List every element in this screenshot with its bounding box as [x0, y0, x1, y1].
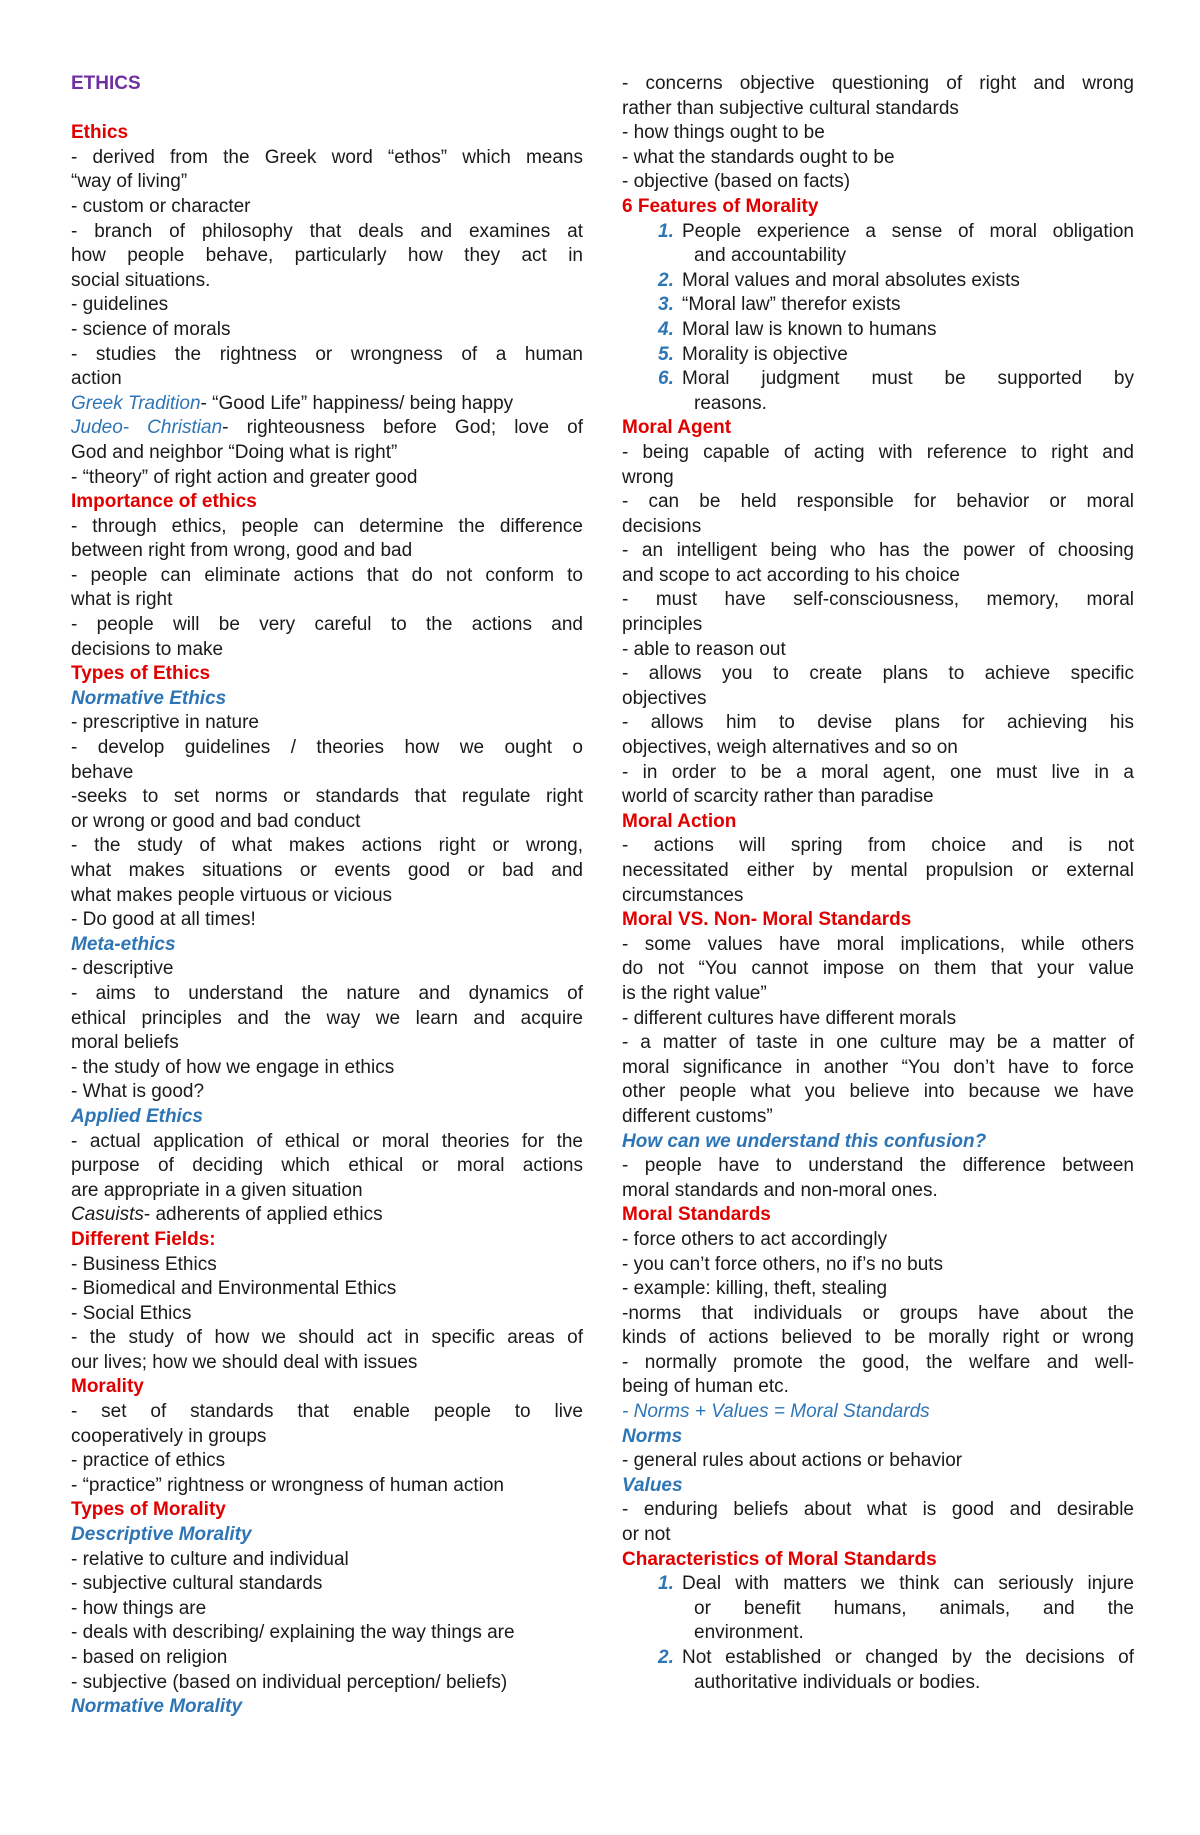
section-heading-ethics: Ethics [71, 122, 129, 144]
text-line: objectives, weigh alternatives and so on [622, 737, 958, 759]
text-line: is the right value” [622, 982, 767, 1004]
list-item-text: Not established or changed by the decisions of [682, 1647, 1134, 1668]
text-line: - descriptive [71, 958, 174, 980]
text-line: wrong [622, 466, 674, 488]
section-heading-moral-action: Moral Action [622, 810, 737, 832]
text-line: - relative to culture and individual [71, 1548, 349, 1570]
spacer [71, 97, 583, 122]
subsection-heading-normative-ethics: Normative Ethics [71, 687, 227, 709]
text-line: different customs” [622, 1105, 773, 1127]
list-number: 2. [658, 269, 674, 291]
list-number: 1. [658, 1573, 674, 1595]
text-line: - deals with describing/ explaining the way things are [71, 1622, 515, 1644]
list-item-text: Moral values and moral absolutes exists [682, 269, 1020, 291]
list-item-continuation: environment. [694, 1622, 804, 1644]
list-number: 2. [658, 1647, 674, 1668]
text-line: - science of morals [71, 318, 231, 340]
section-heading-moral-agent: Moral Agent [622, 417, 732, 439]
text-line: - an intelligent being who has the power of choosing [622, 540, 1134, 562]
term-definition-line [71, 392, 583, 417]
list-item-continuation: or benefit humans, animals, and the [694, 1597, 1134, 1619]
subsection-heading-values: Values [622, 1474, 683, 1496]
list-item-text: Morality is objective [682, 343, 848, 365]
text-line: - force others to act accordingly [622, 1228, 888, 1250]
section-heading-moral-standards: Moral Standards [622, 1204, 771, 1226]
text-line: - some values have moral implications, while others [622, 933, 1134, 955]
term-label: Casuists [71, 1204, 144, 1226]
text-line: - allows you to create plans to achieve specific [622, 663, 1134, 685]
text-line: - concerns objective questioning of right and wrong [622, 73, 1134, 94]
text-line: - normally promote the good, the welfare and well- [622, 1351, 1134, 1373]
text-line: - enduring beliefs about what is good and desirable [622, 1499, 1134, 1521]
text-line: - “theory” of right action and greater good [71, 466, 418, 488]
numbered-list-item [622, 269, 1134, 294]
text-line: - set of standards that enable people to live [71, 1401, 583, 1423]
text-line: - what the standards ought to be [622, 146, 895, 168]
text-line: do not “You cannot impose on them that your value [622, 958, 1134, 980]
section-heading-morality: Morality [71, 1376, 144, 1398]
list-number: 3. [658, 294, 674, 316]
text-line: or not [622, 1524, 671, 1546]
text-line: moral standards and non-moral ones. [622, 1179, 938, 1201]
text-line: - people will be very careful to the actions and [71, 614, 583, 636]
text-line: - a matter of taste in one culture may be a matter of [622, 1032, 1134, 1054]
text-line: being of human etc. [622, 1376, 789, 1398]
numbered-list-item [622, 1646, 1134, 1671]
text-line: - “practice” rightness or wrongness of human action [71, 1474, 504, 1496]
list-item-continuation: reasons. [694, 392, 767, 414]
text-line: decisions [622, 515, 702, 537]
section-heading-types-of-morality: Types of Morality [71, 1499, 226, 1521]
numbered-list-item [622, 220, 1134, 245]
list-number: 4. [658, 318, 674, 340]
text-line: ethical principles and the way we learn and acquire [71, 1007, 583, 1029]
term-label: Greek Tradition [71, 392, 201, 414]
list-number: 5. [658, 343, 674, 365]
text-line: or wrong or good and bad conduct [71, 810, 361, 832]
section-heading-types-of-ethics: Types of Ethics [71, 663, 211, 685]
text-line: - branch of philosophy that deals and examines at [71, 220, 583, 242]
section-heading-6-features-of-morality: 6 Features of Morality [622, 195, 819, 217]
section-heading-characteristics-of-moral-standards: Characteristics of Moral Standards [622, 1548, 937, 1570]
text-line: - custom or character [71, 195, 251, 217]
text-line: cooperatively in groups [71, 1425, 267, 1447]
text-line: - example: killing, theft, stealing [622, 1278, 888, 1300]
text-line: between right from wrong, good and bad [71, 540, 413, 562]
text-line: how people behave, particularly how they act in [71, 245, 583, 267]
text-line: - practice of ethics [71, 1450, 226, 1472]
text-line: - guidelines [71, 294, 169, 316]
text-line: - in order to be a moral agent, one must live in a [622, 761, 1134, 783]
list-item-text: Moral judgment must be supported by [682, 368, 1134, 390]
numbered-list-item [622, 318, 1134, 343]
list-item-text: “Moral law” therefor exists [682, 294, 901, 316]
text-line: - the study of how we engage in ethics [71, 1056, 395, 1078]
text-line: necessitated either by mental propulsion or external [622, 860, 1134, 881]
text-line: - people can eliminate actions that do not conform to [71, 564, 583, 586]
term-label: Judeo- Christian [71, 417, 223, 439]
text-line: - through ethics, people can determine the difference [71, 515, 583, 537]
right-column [622, 72, 1134, 1695]
text-line: kinds of actions believed to be morally right or wrong [622, 1327, 1134, 1349]
subsection-heading-meta-ethics: Meta-ethics [71, 933, 176, 955]
text-line: - you can’t force others, no if’s no buts [622, 1253, 944, 1275]
term-definition: - righteousness before God; love of [222, 417, 583, 439]
page-title: ETHICS [71, 73, 141, 94]
text-line: - the study of how we should act in specific areas of [71, 1327, 583, 1349]
text-line: - Business Ethics [71, 1253, 217, 1275]
text-line: - objective (based on facts) [622, 171, 851, 193]
text-line: - develop guidelines / theories how we ought o [71, 737, 583, 759]
text-line: - able to reason out [622, 638, 786, 660]
text-line: other people what you believe into because we have [622, 1081, 1134, 1103]
text-line: rather than subjective cultural standards [622, 97, 959, 119]
text-line: - Biomedical and Environmental Ethics [71, 1278, 397, 1300]
text-line: - people have to understand the difference between [622, 1155, 1134, 1177]
list-item-text: Deal with matters we think can seriously injure [682, 1573, 1134, 1595]
text-line: social situations. [71, 269, 211, 291]
list-number: 1. [658, 220, 674, 242]
text-line: what makes situations or events good or bad and [71, 860, 583, 881]
numbered-list-item [622, 1572, 1134, 1597]
text-line: - the study of what makes actions right or wrong, [71, 835, 583, 857]
text-line: world of scarcity rather than paradise [622, 786, 934, 808]
text-line: - actual application of ethical or moral theories for the [71, 1130, 583, 1152]
text-line: - Social Ethics [71, 1302, 192, 1324]
text-line: - being capable of acting with reference to right and [622, 441, 1134, 463]
subsection-heading-applied-ethics: Applied Ethics [71, 1105, 203, 1127]
text-line: are appropriate in a given situation [71, 1179, 363, 1201]
section-heading-importance-of-ethics: Importance of ethics [71, 491, 257, 513]
text-line: -seeks to set norms or standards that regulate right [71, 786, 583, 808]
numbered-list-item [622, 293, 1134, 318]
text-line: - aims to understand the nature and dynamics of [71, 982, 583, 1004]
text-line: - actions will spring from choice and is not [622, 835, 1134, 857]
text-line: circumstances [622, 884, 744, 906]
text-line: action [71, 368, 122, 390]
list-item-continuation: authoritative individuals or bodies. [694, 1671, 981, 1693]
text-line: what is right [71, 589, 173, 611]
text-line: moral significance in another “You don’t have to force [622, 1056, 1134, 1078]
text-line: - studies the rightness or wrongness of a human [71, 343, 583, 365]
text-line: purpose of deciding which ethical or moral actions [71, 1155, 583, 1177]
text-line: - based on religion [71, 1647, 228, 1668]
list-item-continuation: and accountability [694, 245, 847, 267]
text-line: behave [71, 761, 134, 783]
section-heading-moral-vs-non-moral-standards: Moral VS. Non- Moral Standards [622, 909, 912, 931]
text-line: - subjective (based on individual perception/ beliefs) [71, 1671, 508, 1693]
text-line: - allows him to devise plans for achieving his [622, 712, 1134, 734]
text-line: decisions to make [71, 638, 224, 660]
text-line: “way of living” [71, 171, 188, 193]
text-line: objectives [622, 687, 707, 709]
subsection-heading-descriptive-morality: Descriptive Morality [71, 1524, 252, 1546]
list-item-text: Moral law is known to humans [682, 318, 937, 340]
text-line: - how things are [71, 1597, 207, 1619]
subsection-heading-normative-morality: Normative Morality [71, 1696, 243, 1718]
text-line: - how things ought to be [622, 122, 825, 144]
subsection-heading-norms: Norms [622, 1425, 683, 1447]
term-definition: - adherents of applied ethics [143, 1204, 383, 1226]
text-line: -norms that individuals or groups have about the [622, 1302, 1134, 1324]
subsection-heading-how-can-we-understand-this-confusion: How can we understand this confusion? [622, 1130, 987, 1152]
text-line: - derived from the Greek word “ethos” which means [71, 146, 583, 168]
term-definition-line [71, 416, 583, 441]
numbered-list-item [622, 343, 1134, 368]
text-line: - Do good at all times! [71, 909, 256, 931]
list-number: 6. [658, 368, 674, 390]
section-heading-different-fields: Different Fields: [71, 1228, 216, 1250]
text-line: principles [622, 614, 703, 636]
text-line: - subjective cultural standards [71, 1573, 323, 1595]
text-line: - What is good? [71, 1081, 205, 1103]
text-line: and scope to act according to his choice [622, 564, 960, 586]
text-line: our lives; how we should deal with issues [71, 1351, 418, 1373]
text-line: moral beliefs [71, 1032, 179, 1054]
text-line: - must have self-consciousness, memory, moral [622, 589, 1134, 611]
text-line: - can be held responsible for behavior or moral [622, 491, 1134, 513]
text-line: - different cultures have different morals [622, 1007, 957, 1029]
term-definition-line [71, 1203, 583, 1228]
text-line: what makes people virtuous or vicious [71, 884, 393, 906]
list-item-text: People experience a sense of moral obligation [682, 220, 1134, 242]
text-line: - prescriptive in nature [71, 712, 259, 734]
formula-line: - Norms + Values = Moral Standards [622, 1401, 930, 1423]
left-column [71, 72, 583, 1720]
text-line: God and neighbor “Doing what is right” [71, 441, 398, 463]
term-definition: - “Good Life” happiness/ being happy [200, 392, 514, 414]
text-line: - general rules about actions or behavior [622, 1450, 963, 1472]
numbered-list-item [622, 367, 1134, 392]
